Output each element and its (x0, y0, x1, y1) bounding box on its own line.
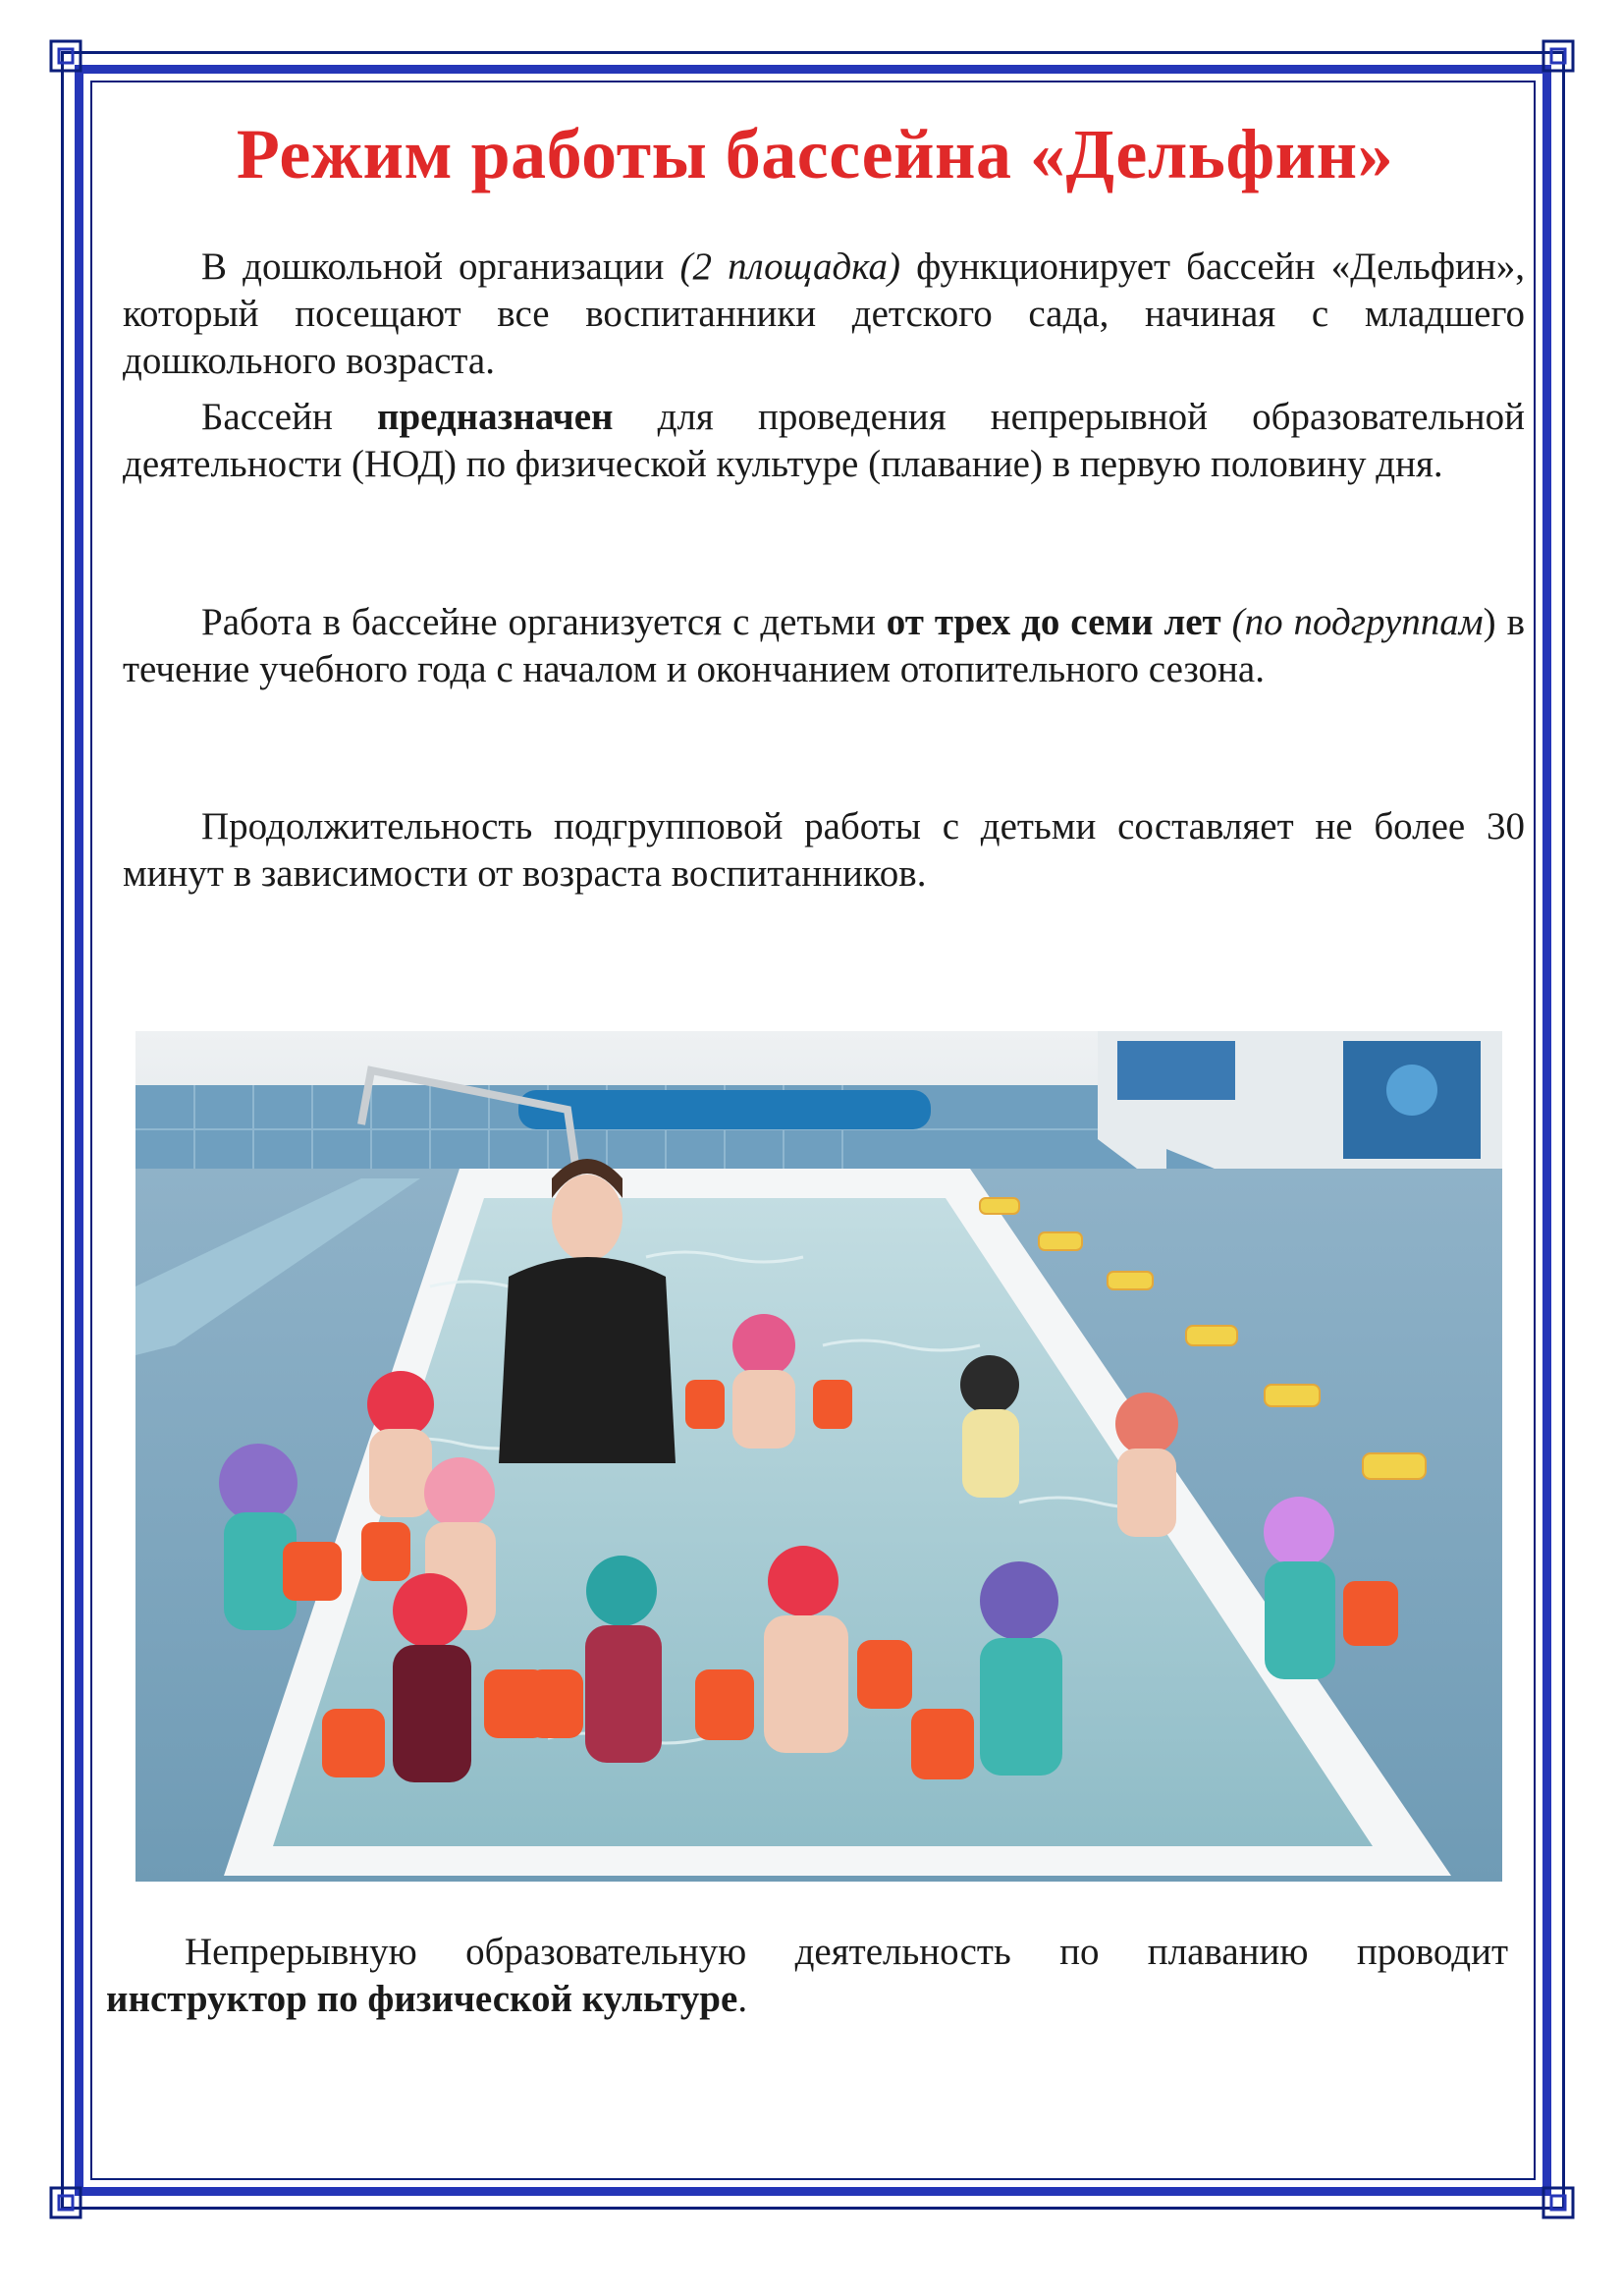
text-run-italic: (2 площадка) (679, 246, 901, 288)
text-run-italic: (по подгруппам (1231, 601, 1484, 643)
text-run-bold: от трех до семи лет (886, 601, 1221, 643)
text-run: Бассейн (201, 396, 377, 438)
text-run (1221, 601, 1232, 643)
text-run: ) в течение учебного года с началом и окончанием отопительного сезона. (123, 601, 1525, 690)
corner-ornament-icon (49, 2186, 82, 2219)
paragraph-duration: Продолжительность подгрупповой работы с детьми составляет не более 30 минут в зависимости от возраста воспитанников. (123, 805, 1525, 895)
pool-photo-illustration (135, 1031, 1502, 1882)
paragraph-instructor (106, 1929, 1508, 2023)
text-run-bold: инструктор по физической культуре (106, 1978, 738, 2020)
pool-photo (135, 1031, 1502, 1882)
page-title: Режим работы бассейна «Дельфин» (236, 115, 1394, 193)
text-run-bold: предназначен (376, 396, 614, 438)
paragraph-age-groups (123, 599, 1525, 693)
corner-ornament-icon (49, 39, 82, 73)
text-run: Работа в бассейне организуется с детьми (201, 601, 887, 643)
text-run: для проведения непрерывной образовательной деятельности (НОД) по физической культуре (плавание) в первую половину дня. (123, 396, 1526, 485)
corner-ornament-icon (1542, 2186, 1575, 2219)
corner-ornament-icon (1542, 39, 1575, 73)
text-run: функционирует бассейн «Дельфин», который посещают все воспитанники детского сада, начиная с младшего дошкольного возраста. (123, 246, 1525, 382)
text-run: . (737, 1978, 748, 2020)
text-run: В дошкольной организации (201, 246, 680, 288)
paragraph-intro (123, 244, 1525, 385)
text-run: Непрерывную образовательную деятельность по плаванию проводит (185, 1931, 1508, 1973)
paragraph-purpose (123, 394, 1525, 488)
